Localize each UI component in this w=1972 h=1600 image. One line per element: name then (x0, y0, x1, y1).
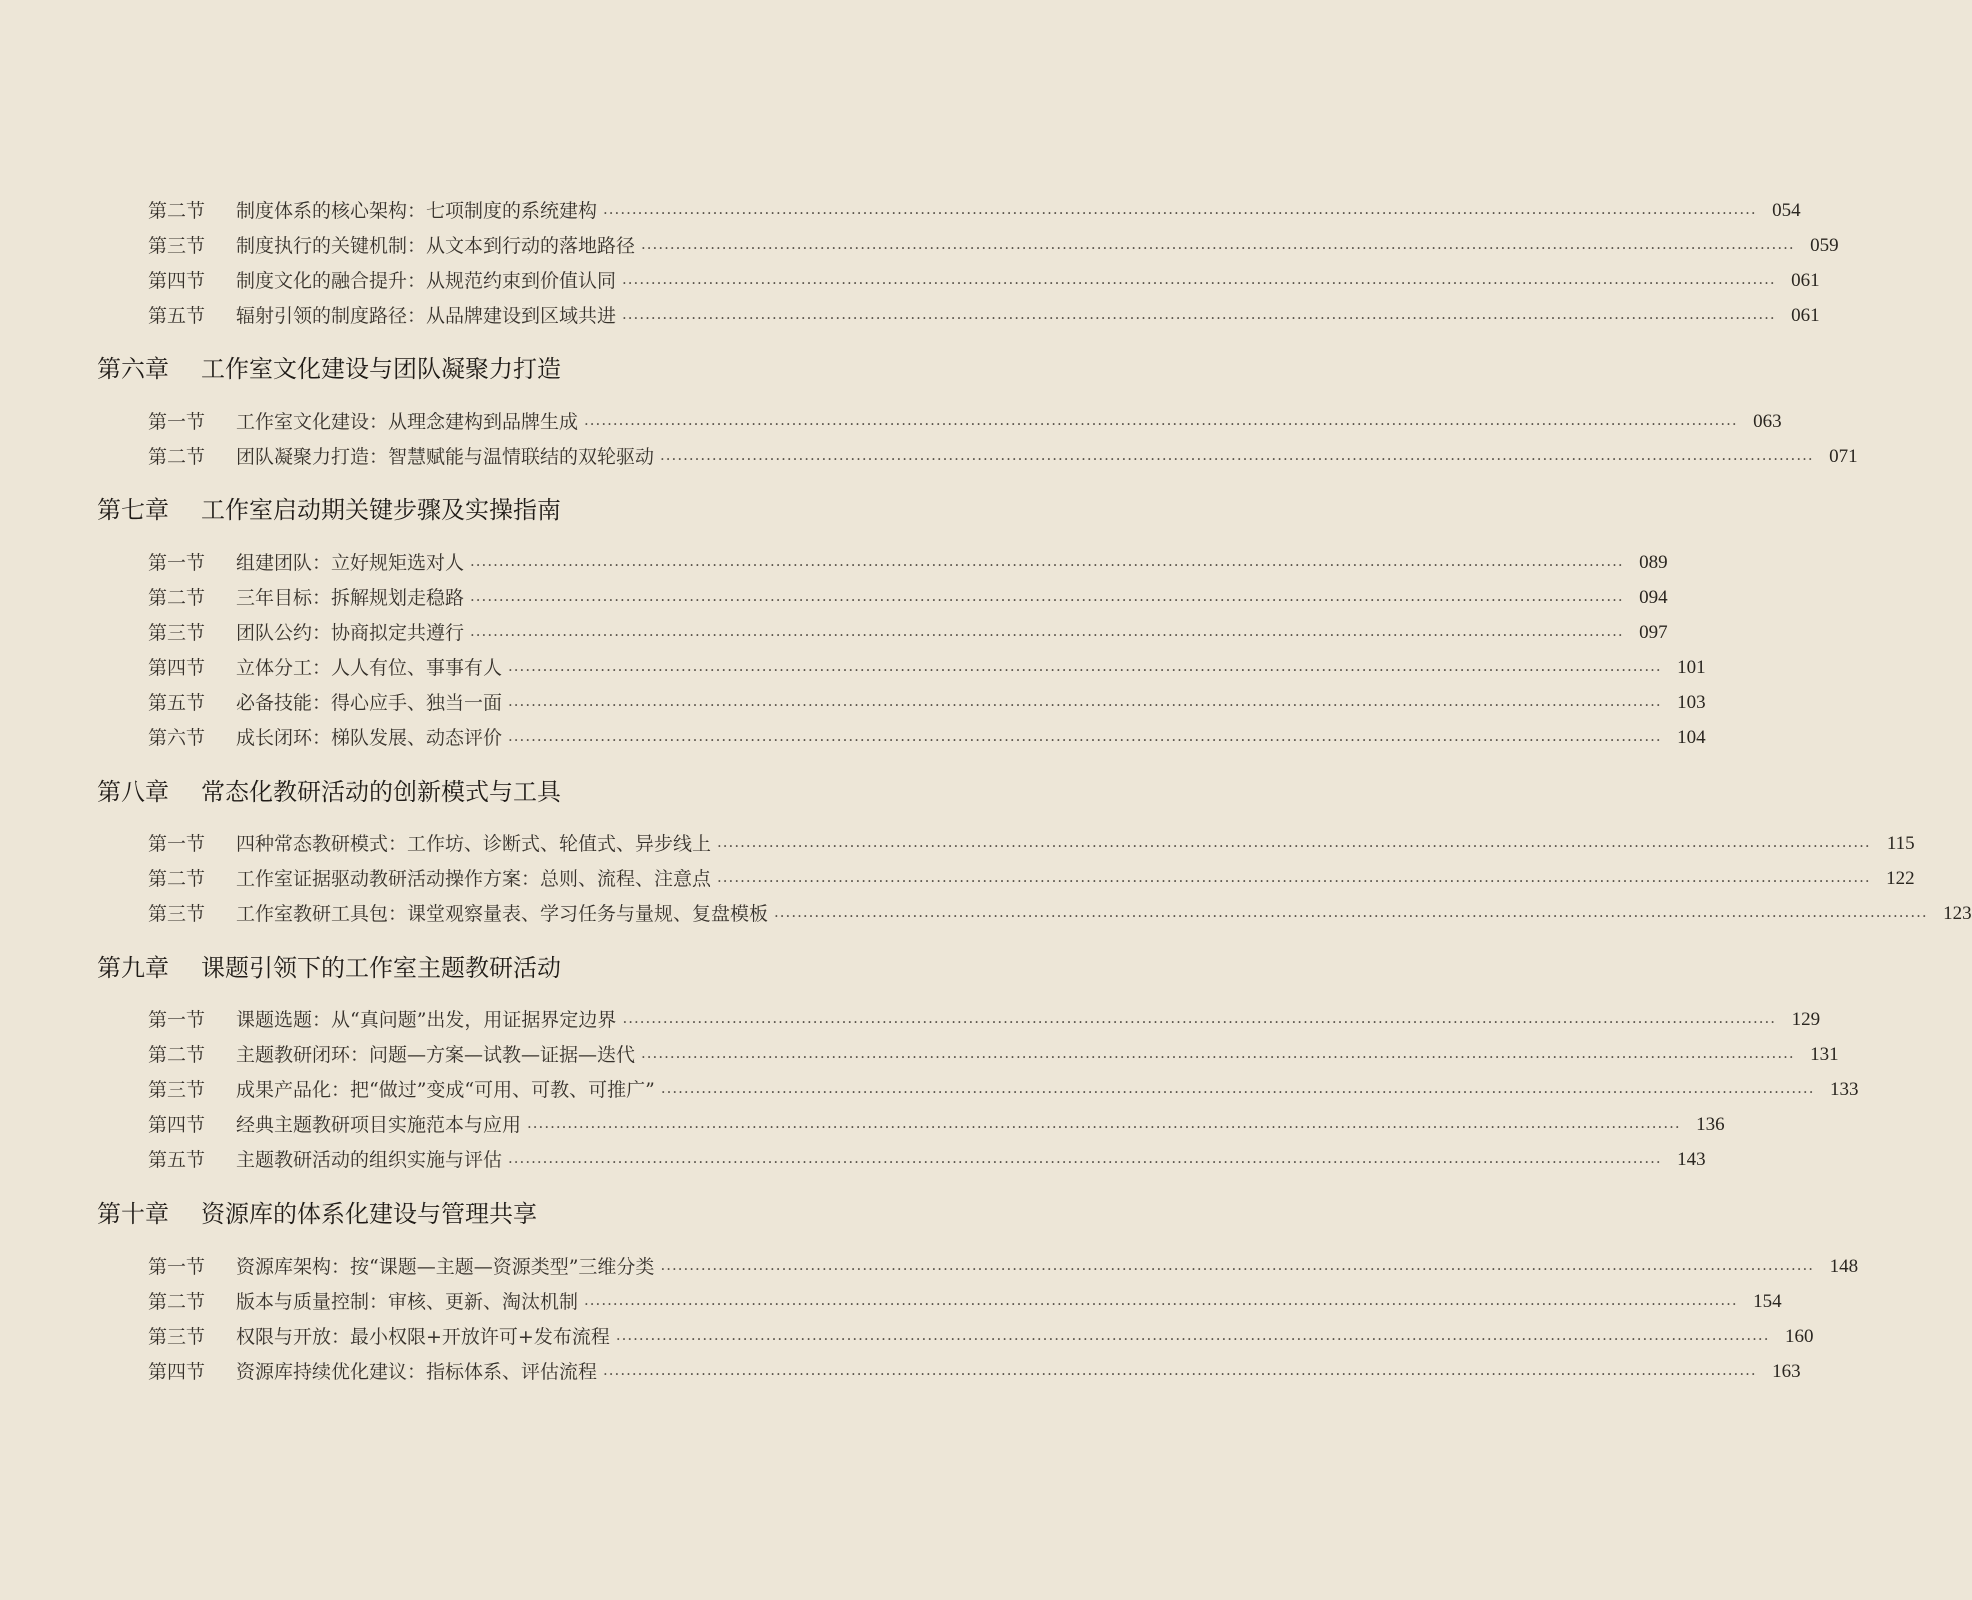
section-title: 立体分工：人人有位、事事有人 (236, 657, 503, 679)
toc-section-entry (148, 407, 1782, 437)
section-title: 团队凝聚力打造：智慧赋能与温情联结的双轮驱动 (236, 446, 655, 468)
page-number: 103 (1677, 692, 1706, 713)
toc-section-entry (148, 301, 1820, 331)
page-number: 160 (1784, 1326, 1814, 1347)
section-number: 第四节 (148, 657, 206, 679)
section-title: 工作室文化建设：从理念建构到品牌生成 (236, 411, 579, 433)
toc-section-entry (148, 442, 1858, 472)
toc-section-entry (148, 723, 1706, 753)
section-title: 制度文化的融合提升：从规范约束到价值认同 (236, 270, 617, 292)
section-number: 第三节 (148, 1079, 206, 1101)
dot-leader: ········································································································································································································ (584, 1295, 1738, 1313)
chapter-title: 工作室文化建设与团队凝聚力打造 (201, 355, 561, 383)
section-number: 第三节 (148, 235, 206, 257)
page-number: 122 (1886, 868, 1915, 889)
page-number: 129 (1791, 1009, 1821, 1030)
section-title: 四种常态教研模式：工作坊、诊断式、轮值式、异步线上 (236, 833, 712, 855)
toc-section-entry (148, 1357, 1801, 1387)
section-number: 第二节 (148, 587, 206, 609)
page-number: 071 (1829, 446, 1858, 467)
toc-chapter-heading (97, 351, 561, 387)
page-number: 136 (1696, 1114, 1725, 1135)
page-number: 104 (1677, 727, 1706, 748)
dot-leader: ········································································································································································································ (641, 1048, 1795, 1066)
chapter-title: 资源库的体系化建设与管理共享 (201, 1200, 537, 1228)
dot-leader: ········································································································································································································ (622, 1013, 1777, 1031)
toc-section-entry (148, 899, 1972, 929)
section-title: 工作室教研工具包：课堂观察量表、学习任务与量规、复盘模板 (236, 903, 769, 925)
section-title: 成长闭环：梯队发展、动态评价 (236, 727, 503, 749)
section-title: 团队公约：协商拟定共遵行 (236, 622, 465, 644)
toc-section-entry (148, 1075, 1859, 1105)
page-number: 059 (1810, 235, 1839, 256)
chapter-title: 常态化教研活动的创新模式与工具 (201, 778, 561, 806)
section-number: 第二节 (148, 446, 206, 468)
chapter-title: 课题引领下的工作室主题教研活动 (201, 954, 561, 982)
chapter-number: 第八章 (97, 778, 169, 806)
page-number: 054 (1772, 200, 1801, 221)
page-number: 123 (1943, 903, 1972, 924)
section-number: 第二节 (148, 1291, 206, 1313)
dot-leader: ········································································································································································································ (660, 1083, 1815, 1101)
toc-section-entry (148, 548, 1668, 578)
toc-section-entry (148, 688, 1706, 718)
page-number: 131 (1810, 1044, 1839, 1065)
dot-leader: ········································································································································································································ (508, 696, 1662, 714)
section-number: 第一节 (148, 552, 206, 574)
section-title: 组建团队：立好规矩选对人 (236, 552, 465, 574)
dot-leader: ········································································································································································································ (660, 450, 1814, 468)
dot-leader: ········································································································································································································ (508, 661, 1662, 679)
section-number: 第一节 (148, 1009, 206, 1031)
page-number: 063 (1753, 411, 1782, 432)
section-title: 主题教研闭环：问题—方案—试教—证据—迭代 (236, 1044, 636, 1066)
section-title: 三年目标：拆解规划走稳路 (236, 587, 465, 609)
section-number: 第三节 (148, 1326, 206, 1348)
toc-section-entry (148, 1110, 1725, 1140)
section-title: 制度体系的核心架构：七项制度的系统建构 (236, 200, 598, 222)
section-number: 第六节 (148, 727, 206, 749)
toc-chapter-heading (97, 492, 561, 528)
toc-chapter-heading (97, 950, 561, 986)
section-number: 第一节 (148, 833, 206, 855)
toc-section-entry (148, 618, 1668, 648)
toc-section-entry (148, 266, 1820, 296)
section-number: 第四节 (148, 1114, 206, 1136)
chapter-number: 第十章 (97, 1200, 169, 1228)
toc-section-entry (148, 583, 1668, 613)
section-title: 辐射引领的制度路径：从品牌建设到区域共进 (236, 305, 617, 327)
section-number: 第四节 (148, 1361, 206, 1383)
section-number: 第五节 (148, 692, 206, 714)
dot-leader: ········································································································································································································ (603, 1365, 1757, 1383)
chapter-number: 第六章 (97, 355, 169, 383)
dot-leader: ········································································································································································································ (717, 837, 1871, 855)
section-number: 第四节 (148, 270, 206, 292)
toc-section-entry (148, 829, 1915, 859)
page-number: 101 (1677, 657, 1706, 678)
toc-section-entry (148, 653, 1706, 683)
page-number: 115 (1886, 833, 1915, 854)
section-title: 课题选题：从“真问题”出发，用证据界定边界 (236, 1009, 617, 1031)
section-title: 资源库架构：按“课题—主题—资源类型”三维分类 (236, 1256, 655, 1278)
page-number: 148 (1829, 1256, 1859, 1277)
page-number: 163 (1772, 1361, 1801, 1382)
toc-section-entry (148, 864, 1915, 894)
dot-leader: ········································································································································································································ (660, 1260, 1815, 1278)
page-number: 061 (1791, 305, 1820, 326)
section-number: 第二节 (148, 868, 206, 890)
section-number: 第一节 (148, 1256, 206, 1278)
toc-section-entry (148, 1322, 1814, 1352)
toc-section-entry (148, 1145, 1706, 1175)
dot-leader: ········································································································································································································ (508, 731, 1662, 749)
toc-section-entry (148, 1252, 1859, 1282)
toc-chapter-heading (97, 774, 561, 810)
section-number: 第五节 (148, 305, 206, 327)
toc-section-entry (148, 196, 1801, 226)
page-number: 061 (1791, 270, 1820, 291)
section-number: 第三节 (148, 903, 206, 925)
section-number: 第二节 (148, 1044, 206, 1066)
section-number: 第一节 (148, 411, 206, 433)
toc-section-entry (148, 1287, 1782, 1317)
section-title: 资源库持续优化建议：指标体系、评估流程 (236, 1361, 598, 1383)
dot-leader: ········································································································································································································ (774, 907, 1928, 925)
toc-chapter-heading (97, 1196, 537, 1232)
page-number: 094 (1639, 587, 1668, 608)
dot-leader: ········································································································································································································ (527, 1118, 1681, 1136)
section-title: 主题教研活动的组织实施与评估 (236, 1149, 503, 1171)
dot-leader: ········································································································································································································ (622, 309, 1776, 327)
dot-leader: ········································································································································································································ (641, 239, 1795, 257)
dot-leader: ········································································································································································································ (508, 1153, 1662, 1171)
section-title: 成果产品化：把“做过”变成“可用、可教、可推广” (236, 1079, 655, 1101)
section-title: 工作室证据驱动教研活动操作方案：总则、流程、注意点 (236, 868, 712, 890)
page-number: 089 (1639, 552, 1668, 573)
dot-leader: ········································································································································································································ (622, 274, 1776, 292)
toc-section-entry (148, 1005, 1821, 1035)
dot-leader: ········································································································································································································ (470, 556, 1624, 574)
section-title: 版本与质量控制：审核、更新、淘汰机制 (236, 1291, 579, 1313)
dot-leader: ········································································································································································································ (717, 872, 1871, 890)
page-number: 154 (1753, 1291, 1782, 1312)
chapter-title: 工作室启动期关键步骤及实操指南 (201, 496, 561, 524)
dot-leader: ········································································································································································································ (584, 415, 1738, 433)
dot-leader: ········································································································································································································ (603, 204, 1757, 222)
section-title: 必备技能：得心应手、独当一面 (236, 692, 503, 714)
page-number: 133 (1829, 1079, 1859, 1100)
dot-leader: ········································································································································································································ (615, 1330, 1770, 1348)
dot-leader: ········································································································································································································ (470, 626, 1624, 644)
section-title: 权限与开放：最小权限+开放许可+发布流程 (236, 1326, 610, 1348)
chapter-number: 第九章 (97, 954, 169, 982)
toc-section-entry (148, 1040, 1839, 1070)
toc-section-entry (148, 231, 1839, 261)
page-number: 097 (1639, 622, 1668, 643)
section-number: 第二节 (148, 200, 206, 222)
section-number: 第五节 (148, 1149, 206, 1171)
section-number: 第三节 (148, 622, 206, 644)
dot-leader: ········································································································································································································ (470, 591, 1624, 609)
section-title: 经典主题教研项目实施范本与应用 (236, 1114, 522, 1136)
page-number: 143 (1677, 1149, 1706, 1170)
chapter-number: 第七章 (97, 496, 169, 524)
section-title: 制度执行的关键机制：从文本到行动的落地路径 (236, 235, 636, 257)
